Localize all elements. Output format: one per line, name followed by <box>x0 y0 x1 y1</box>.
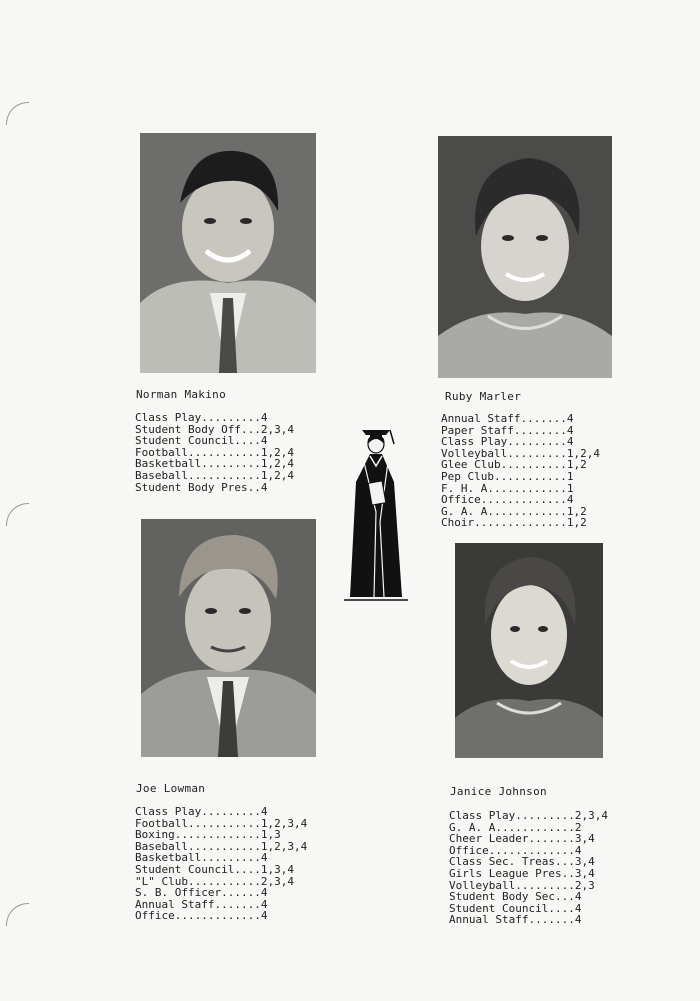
portrait-photo-norman-makino <box>140 133 316 373</box>
activity-line: Baseball...........1,2,4 <box>135 468 294 482</box>
activity-list <box>441 413 600 529</box>
activity-line: F. H. A............1 <box>441 481 574 495</box>
punch-hole-mark <box>6 903 29 926</box>
activity-line: G. A. A............2 <box>449 820 582 834</box>
punch-hole-mark <box>6 102 29 125</box>
activity-line: Choir..............1,2 <box>441 516 587 530</box>
portrait-photo-janice-johnson <box>455 543 603 758</box>
activity-line: Student Body Sec...4 <box>449 890 582 904</box>
activity-line: Annual Staff.......4 <box>441 412 574 425</box>
activity-line: Office.............4 <box>135 909 268 923</box>
activity-line: Class Play.........4 <box>135 411 268 424</box>
activity-line: Office.............4 <box>441 493 574 507</box>
activity-line: S. B. Officer......4 <box>135 886 268 900</box>
activity-line: Student Body Pres..4 <box>135 480 268 494</box>
activity-line: Boxing.............1,3 <box>135 828 281 842</box>
activity-line: Volleyball.........1,2,4 <box>441 446 600 460</box>
activity-line: Football...........1,2,3,4 <box>135 816 308 830</box>
student-name: Janice Johnson <box>450 785 547 798</box>
graduate-figure-illustration <box>340 422 412 604</box>
portrait-photo-joe-lowman <box>141 519 316 757</box>
activity-line: Volleyball.........2,3 <box>449 878 595 892</box>
activity-line: Class Play.........4 <box>441 435 574 449</box>
activity-line: Student Council....4 <box>449 901 582 915</box>
activity-line: Basketball.........4 <box>135 851 268 865</box>
student-name: Norman Makino <box>136 388 226 401</box>
activity-line: G. A. A............1,2 <box>441 504 587 518</box>
activity-line: Paper Staff........4 <box>441 423 574 437</box>
activity-line: Annual Staff.......4 <box>449 913 582 927</box>
activity-line: Class Sec. Treas...3,4 <box>449 855 595 869</box>
activity-list <box>449 810 608 926</box>
activity-list <box>135 806 307 922</box>
activity-line: Girls League Pres..3,4 <box>449 866 595 880</box>
activity-line: "L" Club...........2,3,4 <box>135 874 294 888</box>
activity-line: Student Council....1,3,4 <box>135 862 294 876</box>
activity-list <box>135 412 294 493</box>
activity-line: Student Body Off...2,3,4 <box>135 422 294 436</box>
portrait-photo-ruby-marler <box>438 136 612 378</box>
punch-hole-mark <box>6 503 29 526</box>
student-name: Joe Lowman <box>136 782 206 795</box>
activity-line: Glee Club..........1,2 <box>441 458 587 472</box>
activity-line: Student Council....4 <box>135 434 268 448</box>
student-name: Ruby Marler <box>445 390 522 403</box>
activity-line: Annual Staff.......4 <box>135 897 268 911</box>
activity-line: Class Play.........2,3,4 <box>449 809 608 822</box>
activity-line: Football...........1,2,4 <box>135 445 294 459</box>
activity-line: Baseball...........1,2,3,4 <box>135 839 308 853</box>
activity-line: Pep Club...........1 <box>441 469 574 483</box>
activity-line: Class Play.........4 <box>135 805 268 818</box>
activity-line: Office.............4 <box>449 843 582 857</box>
activity-line: Cheer Leader.......3,4 <box>449 832 595 846</box>
activity-line: Basketball.........1,2,4 <box>135 457 294 471</box>
